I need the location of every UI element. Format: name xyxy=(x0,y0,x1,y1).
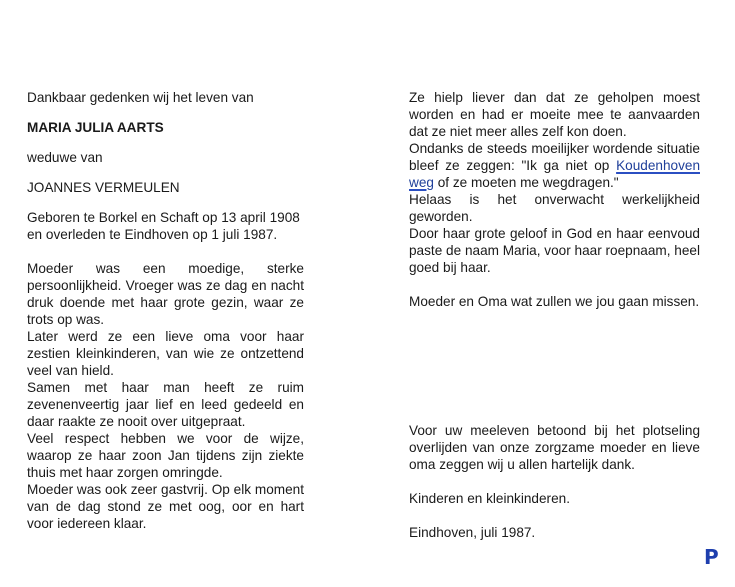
paragraph-faith: Door haar grote geloof in God en haar eenvoud paste de naam Maria, voor haar roepnaam, heel goed bij haar. xyxy=(409,226,700,275)
paragraph-help: Ze hielp liever dan dat ze geholpen moest worden en had er moeite mee te aanvaarden dat ze niet meer alles zelf kon doen. xyxy=(409,90,700,139)
handwritten-street-correction: Koudenhoven weg xyxy=(409,158,700,190)
paragraph-missing: Moeder en Oma wat zullen we jou gaan missen. xyxy=(409,294,700,309)
paragraph-grandchildren: Later werd ze een lieve oma voor haar zestien kleinkinderen, van wie ze ontzettend veel van hield. xyxy=(27,329,304,378)
signature-family: Kinderen en kleinkinderen. xyxy=(409,491,570,506)
paragraph-thanks: Voor uw meeleven betoond bij het plotseling overlijden van onze zorgzame moeder en lieve oma zeggen wij u allen hartelijk dank. xyxy=(409,423,700,472)
intro-line: Dankbaar gedenken wij het leven van xyxy=(27,90,254,105)
husband-name: JOANNES VERMEULEN xyxy=(27,180,180,195)
quote-text-start: Ondanks de steeds moeilijker wordende situatie bleef ze zeggen: "Ik ga niet op xyxy=(409,141,700,173)
birth-death-text: Geboren te Borkel en Schaft op 13 april 1908 en overleden te Eindhoven op 1 juli 1987. xyxy=(27,210,300,242)
paragraph-respect: Veel respect hebben we voor de wijze, waarop ze haar zoon Jan tijdens zijn ziekte thuis met haar zorgen omringde. xyxy=(27,431,304,480)
paragraph-reality: Helaas is het onverwacht werkelijkheid geworden. xyxy=(409,192,700,224)
paragraph-hospitality: Moeder was ook zeer gastvrij. Op elk moment van de dag stond ze met oog, oor en hart voor iedereen klaar. xyxy=(27,482,304,531)
paragraph-quote xyxy=(409,140,700,191)
widow-of-line: weduwe van xyxy=(27,150,103,165)
deceased-name: MARIA JULIA AARTS xyxy=(27,120,164,135)
place-date: Eindhoven, juli 1987. xyxy=(409,525,536,540)
paragraph-marriage: Samen met haar man heeft ze ruim zevenenveertig jaar lief en leed gedeeld en daar raakte ze nooit over uitgepraat. xyxy=(27,380,304,429)
right-column xyxy=(409,89,700,541)
quote-text-end: of ze moeten me wegdragen." xyxy=(433,175,619,190)
handwritten-corner-mark: P xyxy=(704,545,719,569)
paragraph-personality: Moeder was een moedige, sterke persoonlijkheid. Vroeger was ze dag en nacht druk doende met haar grote gezin, waar ze trots op was. xyxy=(27,261,304,327)
left-column xyxy=(27,89,304,532)
